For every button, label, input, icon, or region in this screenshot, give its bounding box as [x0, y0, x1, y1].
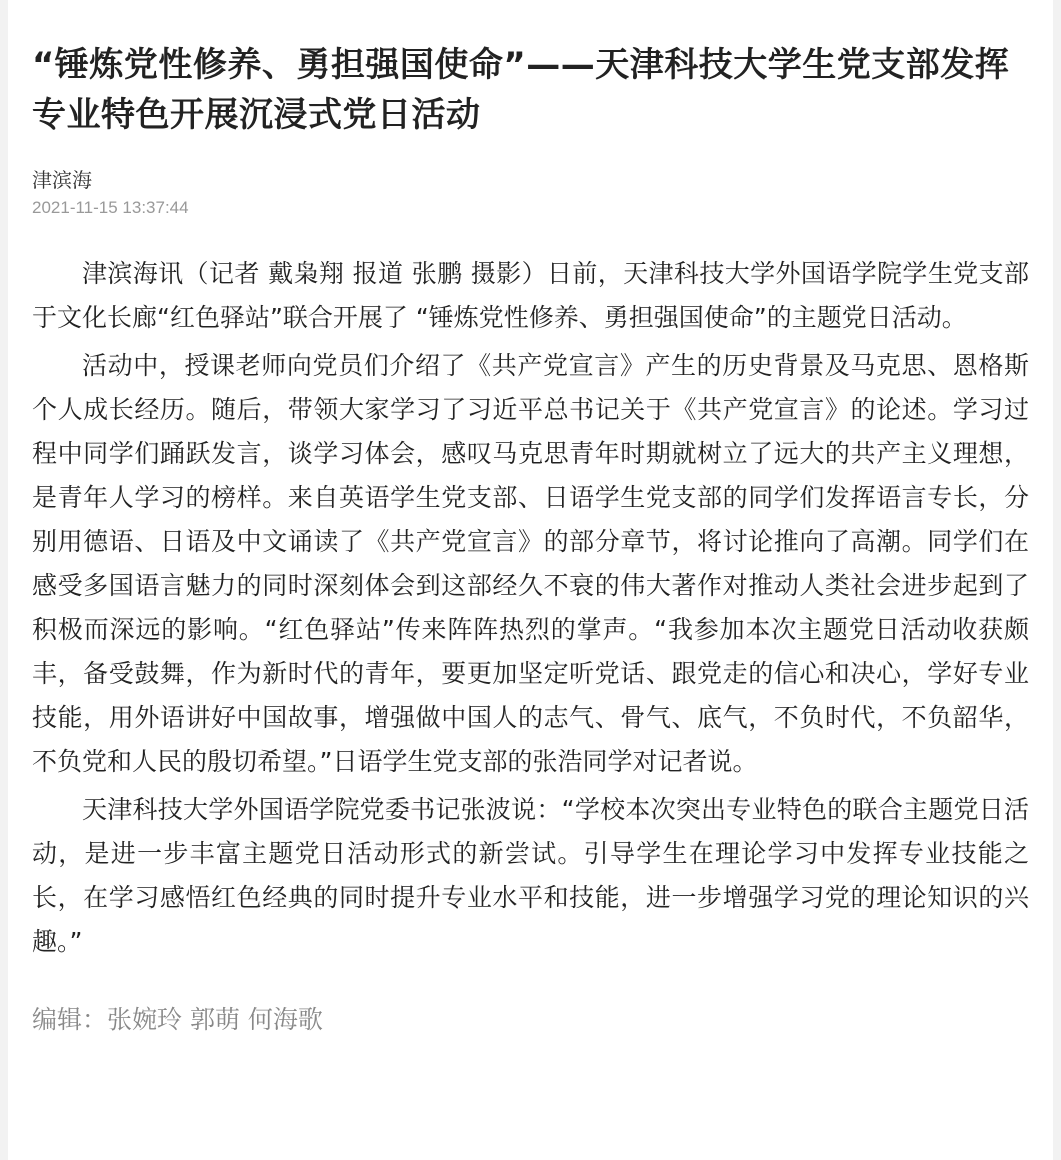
- editor-credits: 编辑：张婉玲 郭萌 何海歌: [32, 1005, 323, 1034]
- article-source: 津滨海: [32, 168, 92, 192]
- article-paragraph: 活动中，授课老师向党员们介绍了《共产党宣言》产生的历史背景及马克思、恩格斯个人成长经历。随后，带领大家学习了习近平总书记关于《共产党宣言》的论述。学习过程中同学们踊跃发言，谈学习体会，感叹马克思青年时期就树立了远大的共产主义理想，是青年人学习的榜样。来自英语学生党支部、日语学生党支部的同学们发挥语言专长，分别用德语、日语及中文诵读了《共产党宣言》的部分章节，将讨论推向了高潮。同学们在感受多国语言魅力的同时深刻体会到这部经久不衰的伟大著作对推动人类社会进步起到了积极而深远的影响。“红色驿站”传来阵阵热烈的掌声。“我参加本次主题党日活动收获颇丰，备受鼓舞，作为新时代的青年，要更加坚定听党话、跟党走的信心和决心，学好专业技能，用外语讲好中国故事，增强做中国人的志气、骨气、底气，不负时代，不负韶华，不负党和人民的殷切希望。”日语学生党支部的张浩同学对记者说。: [32, 351, 1029, 776]
- article-paragraph: 天津科技大学外国语学院党委书记张波说：“学校本次突出专业特色的联合主题党日活动，是进一步丰富主题党日活动形式的新尝试。引导学生在理论学习中发挥专业技能之长，在学习感悟红色经典的同时提升专业水平和技能，进一步增强学习党的理论知识的兴趣。”: [32, 795, 1029, 956]
- publish-timestamp: 2021-11-15 13:37:44: [32, 198, 189, 217]
- article-body: [32, 252, 1029, 964]
- article-title: “锤炼党性修养、勇担强国使命”——天津科技大学生党支部发挥专业特色开展沉浸式党日活动: [32, 45, 1010, 135]
- article-paragraph: 津滨海讯（记者 戴枭翔 报道 张鹏 摄影）日前，天津科技大学外国语学院学生党支部于文化长廊“红色驿站”联合开展了 “锤炼党性修养、勇担强国使命”的主题党日活动。: [32, 259, 1029, 332]
- article-page: [8, 0, 1053, 1160]
